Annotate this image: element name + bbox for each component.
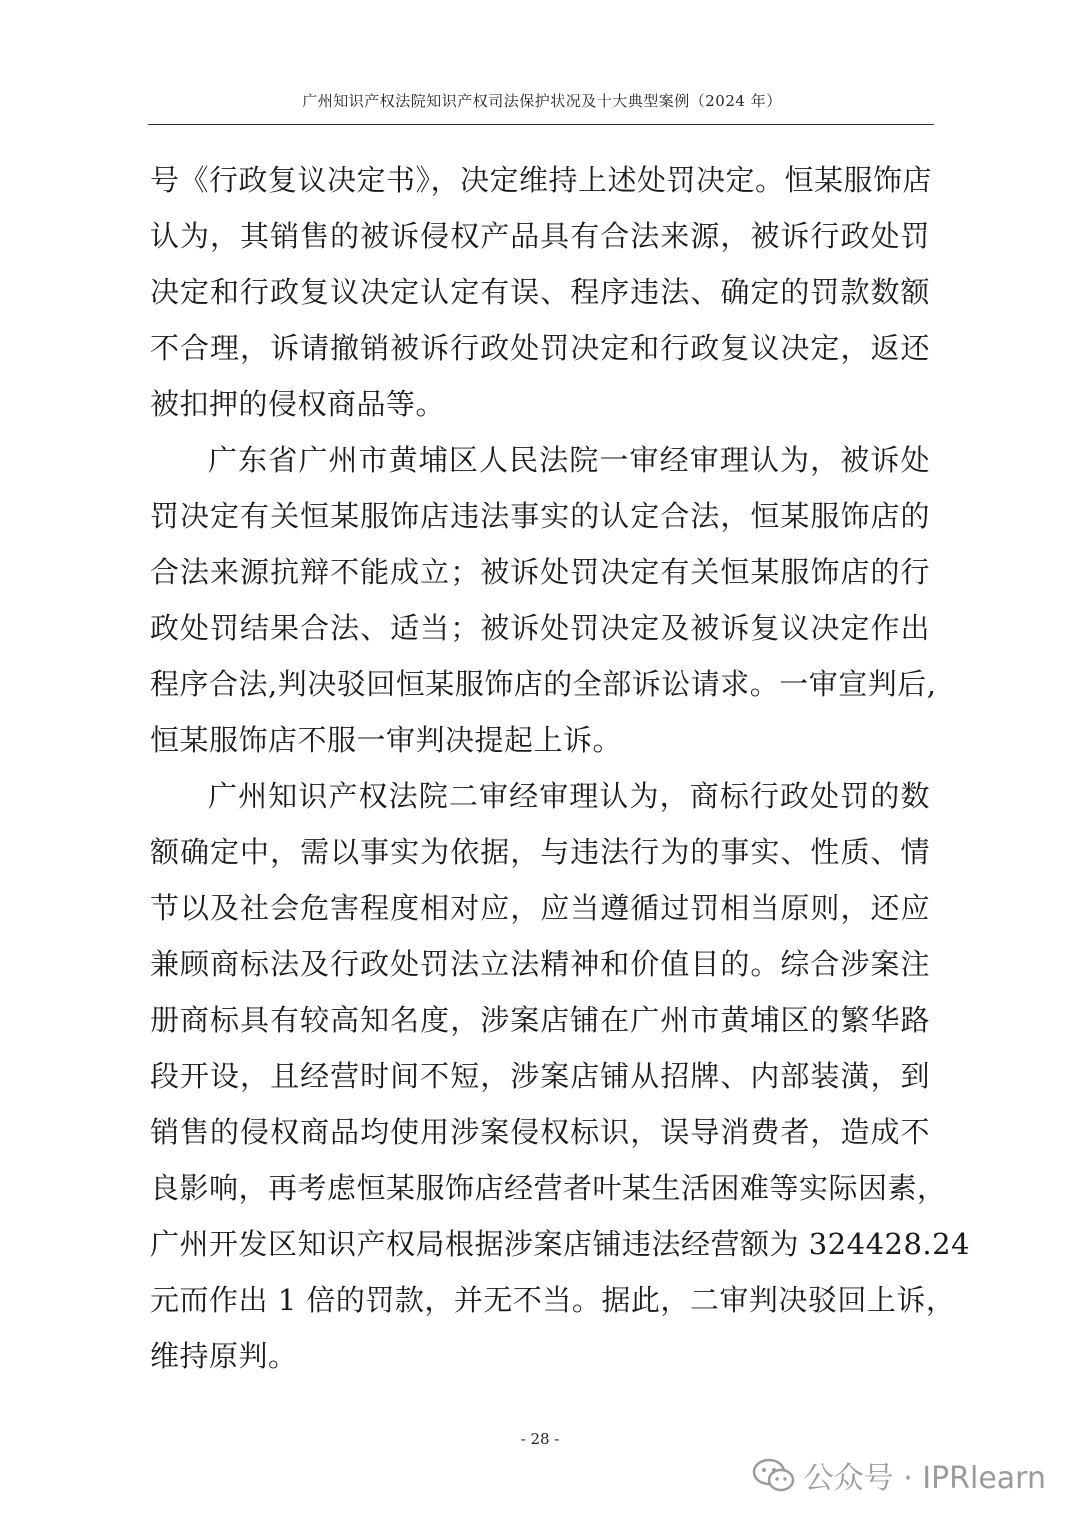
header-rule (148, 124, 934, 125)
text-line: 广州开发区知识产权局根据涉案店铺违法经营额为 324428.24 (150, 1227, 971, 1261)
running-header: 广州知识产权法院知识产权司法保护状况及十大典型案例（2024 年） (302, 92, 782, 110)
text-line: 罚决定有关恒某服饰店违法事实的认定合法，恒某服饰店的 (150, 499, 930, 533)
text-line: 不合理，诉请撤销被诉行政处罚决定和行政复议决定，返还 (150, 331, 930, 365)
paragraph-1 (150, 152, 933, 432)
text-line: 广州知识产权法院二审经审理认为，商标行政处罚的数 (208, 779, 930, 813)
page-number: - 28 - (520, 1430, 560, 1448)
text-line: 节以及社会危害程度相对应，应当遵循过罚相当原则，还应 (150, 891, 930, 925)
text-line: 广东省广州市黄埔区人民法院一审经审理认为，被诉处 (208, 443, 930, 477)
text-line: 认为，其销售的被诉侵权产品具有合法来源，被诉行政处罚 (150, 219, 930, 253)
text-line: 维持原判。 (150, 1339, 298, 1373)
text-line: 被扣押的侵权商品等。 (150, 387, 446, 421)
wechat-icon (752, 1457, 796, 1493)
paragraph-2 (150, 432, 937, 768)
text-line: 额确定中，需以事实为依据，与违法行为的事实、性质、情 (150, 835, 930, 869)
text-line: 号《行政复议决定书》，决定维持上述处罚决定。恒某服饰店 (150, 163, 933, 197)
text-line: 良影响，再考虑恒某服饰店经营者叶某生活困难等实际因素， (150, 1171, 947, 1205)
body-text (150, 152, 971, 1384)
text-line: 兼顾商标法及行政处罚法立法精神和价值目的。综合涉案注 (150, 947, 930, 981)
watermark (752, 1453, 1046, 1497)
paragraph-3 (150, 768, 971, 1384)
text-line: 销售的侵权商品均使用涉案侵权标识，误导消费者，造成不 (150, 1115, 930, 1149)
text-line: 册商标具有较高知名度，涉案店铺在广州市黄埔区的繁华路 (150, 1003, 930, 1037)
text-line: 恒某服饰店不服一审判决提起上诉。 (150, 723, 623, 757)
text-line: 段开设，且经营时间不短，涉案店铺从招牌、内部装潢，到 (150, 1059, 930, 1093)
text-line: 决定和行政复议决定认定有误、程序违法、确定的罚款数额 (150, 275, 930, 309)
text-line: 合法来源抗辩不能成立；被诉处罚决定有关恒某服饰店的行 (150, 555, 930, 589)
text-line: 元而作出 1 倍的罚款，并无不当。据此，二审判决驳回上诉， (150, 1283, 956, 1317)
text-line: 程序合法,判决驳回恒某服饰店的全部诉讼请求。一审宣判后, (150, 667, 937, 701)
watermark-text: 公众号 · IPRlearn (803, 1461, 1046, 1496)
text-line: 政处罚结果合法、适当；被诉处罚决定及被诉复议决定作出 (150, 611, 930, 645)
